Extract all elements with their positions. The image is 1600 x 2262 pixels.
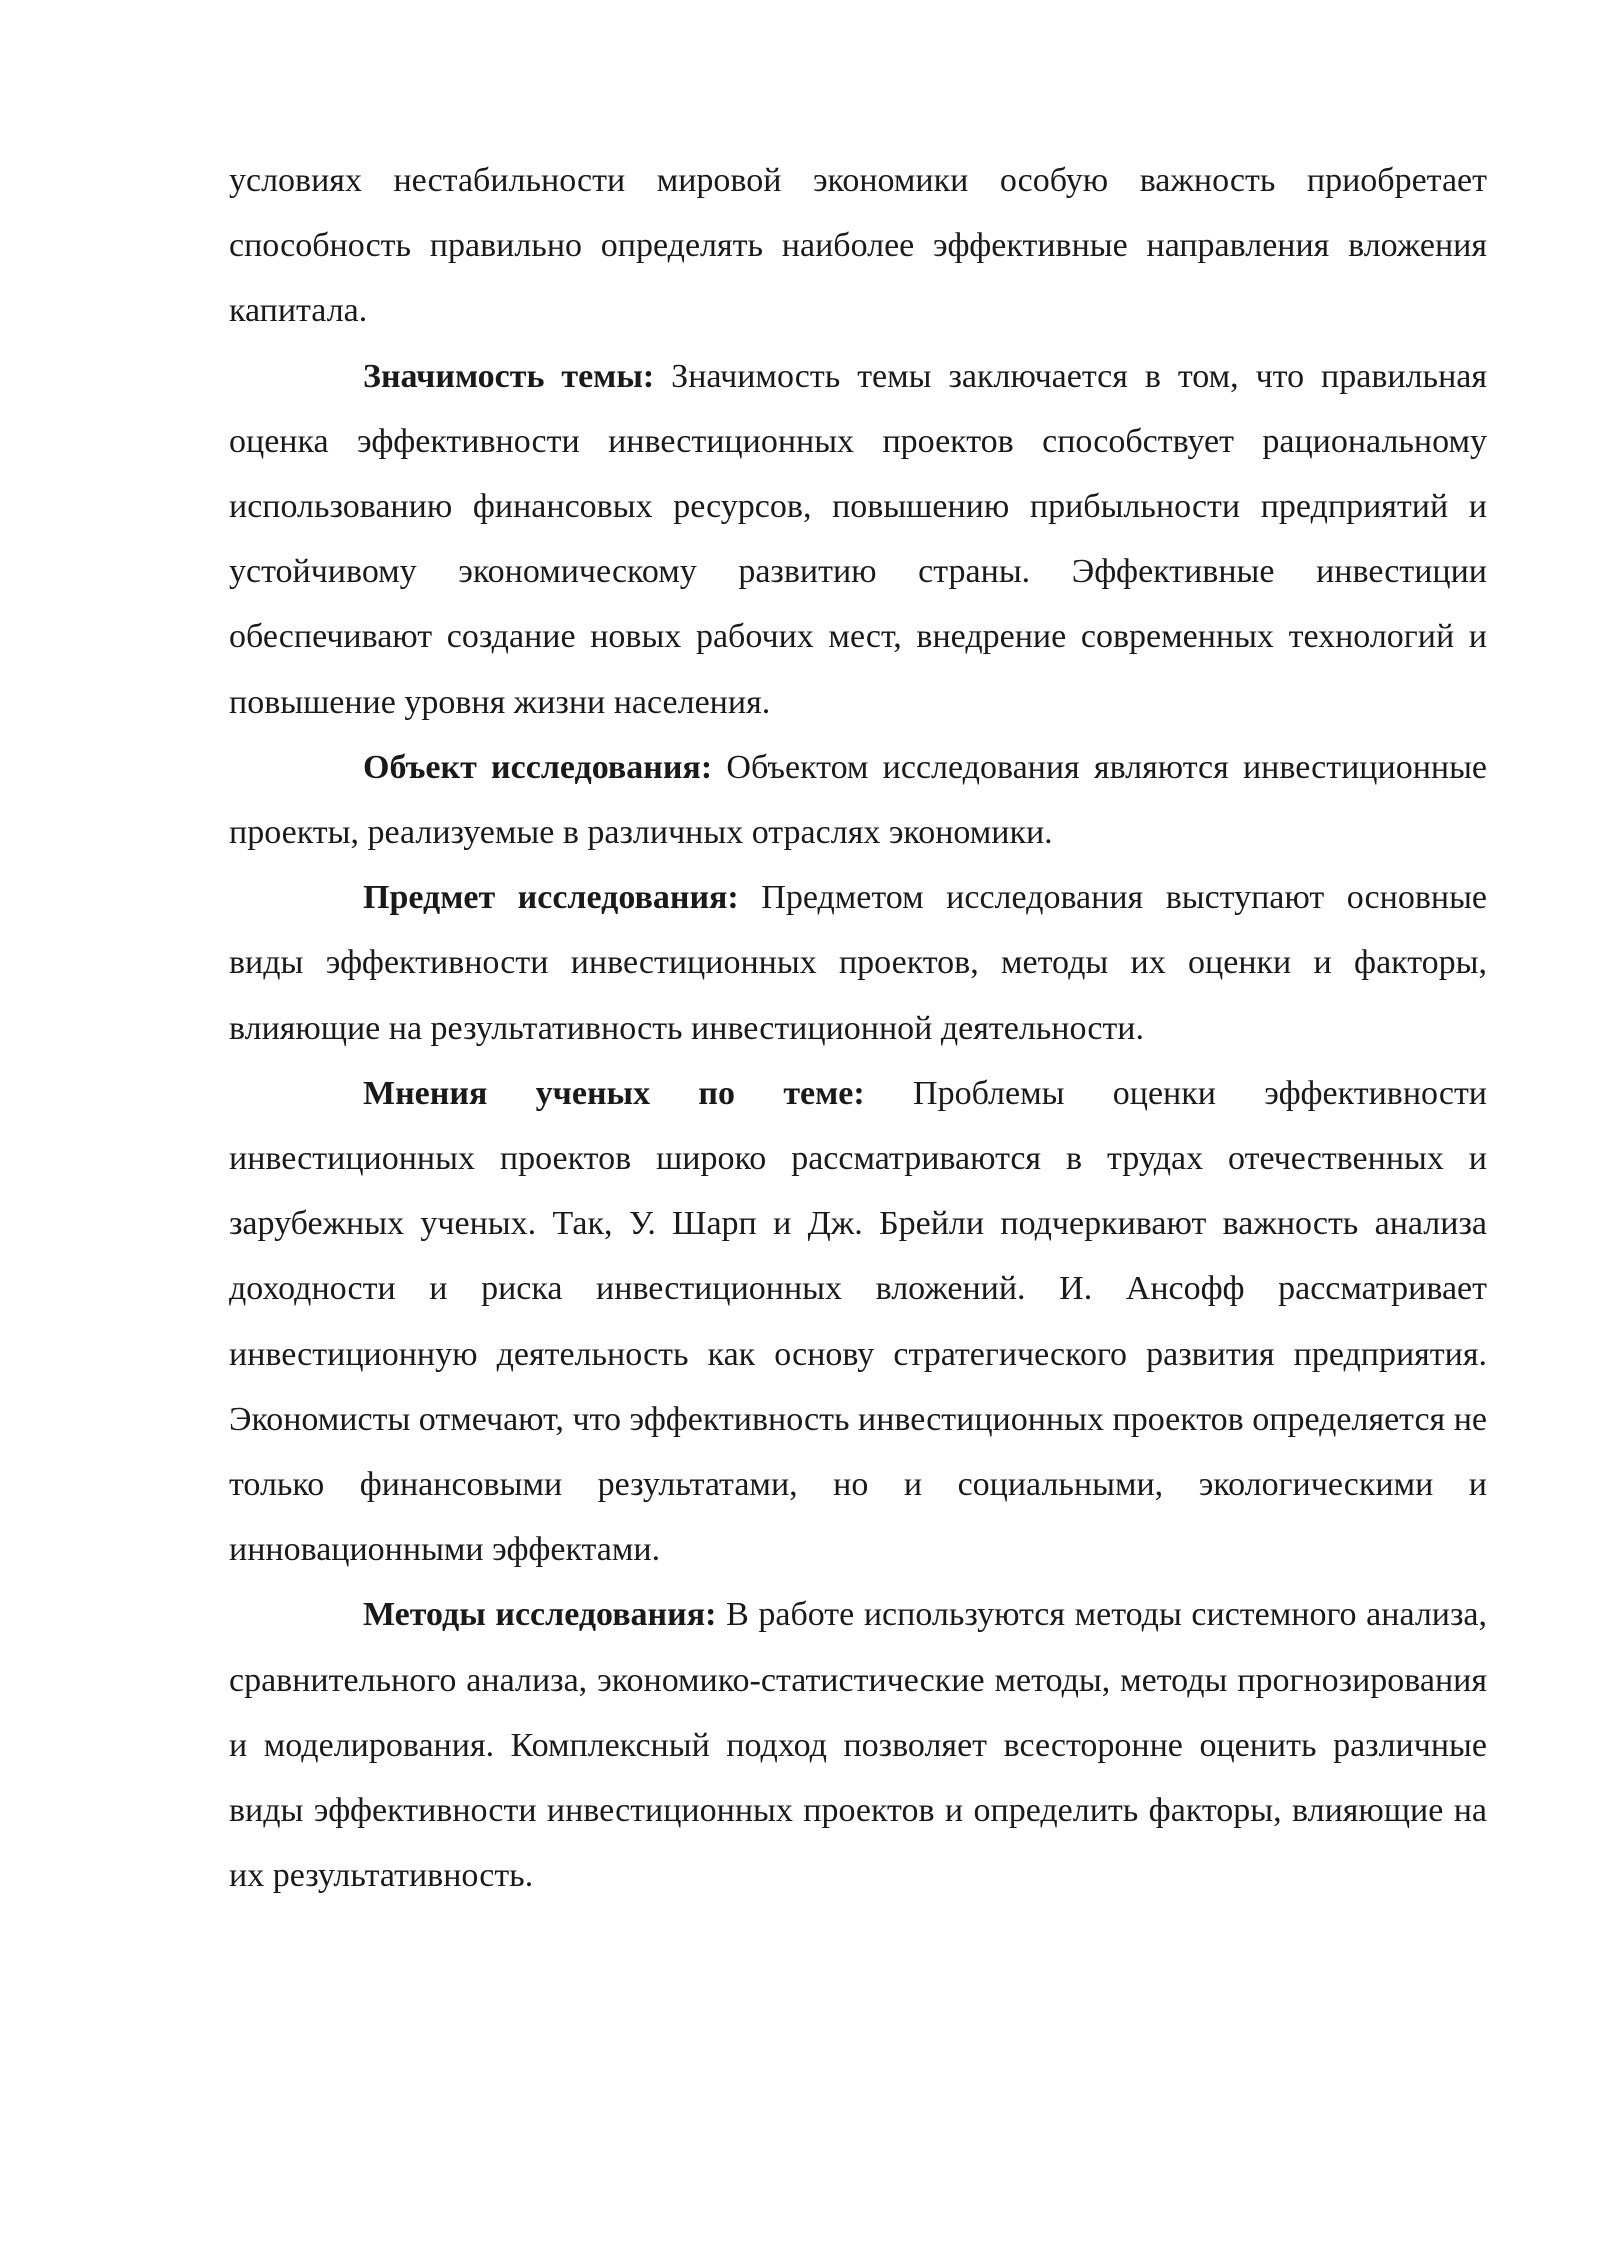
paragraph-heading: Значимость темы: [363, 357, 655, 395]
paragraph-text: Объектом исследования являются инвестиционные проекты, реализуемые в различных отраслях экономики. [229, 748, 1488, 852]
paragraph-topic-significance [229, 344, 1487, 735]
paragraph-text: условиях нестабильности мировой экономики особую важность приобретает способность правильно определять наиболее эффективные направления вложения капитала. [229, 162, 1487, 330]
paragraph-heading: Мнения ученых по теме: [363, 1074, 865, 1112]
paragraph-heading: Методы исследования: [363, 1596, 717, 1634]
paragraph-intro-continuation [229, 148, 1487, 344]
paragraph-text: Значимость темы заключается в том, что правильная оценка эффективности инвестиционных проектов способствует рациональному использованию финансовых ресурсов, повышению прибыльности предприятий и устойчивому экономическому развитию страны. Эффективные инвестиции обеспечивают создание новых рабочих мест, внедрение современных технологий и повышение уровня жизни населения. [229, 357, 1487, 721]
paragraph-scholars-opinions [229, 1061, 1487, 1583]
paragraph-text: В работе используются методы системного анализа, сравнительного анализа, экономико-статистические методы, методы прогнозирования и моделирования. Комплексный подход позволяет всесторонне оценить различные виды эффективности инвестиционных проектов и определить факторы, влияющие на их результативность. [229, 1596, 1488, 1895]
paragraph-text: Предметом исследования выступают основные виды эффективности инвестиционных проектов, методы их оценки и факторы, влияющие на результативность инвестиционной деятельности. [229, 879, 1488, 1047]
paragraph-text: Проблемы оценки эффективности инвестиционных проектов широко рассматриваются в трудах отечественных и зарубежных ученых. Так, У. Шарп и Дж. Брейли подчеркивают важность анализа доходности и риска инвестиционных вложений. И. Ансофф рассматривает инвестиционную деятельность как основу стратегического развития предприятия. Экономисты отмечают, что эффективность инвестиционных проектов определяется не только финансовыми результатами, но и социальными, экологическими и инновационными эффектами. [229, 1074, 1487, 1569]
paragraph-heading: Предмет исследования: [363, 879, 739, 917]
document-body [229, 148, 1487, 1908]
paragraph-research-object [229, 735, 1487, 865]
paragraph-research-subject [229, 865, 1487, 1061]
paragraph-research-methods [229, 1582, 1487, 1908]
paragraph-heading: Объект исследования: [363, 748, 713, 786]
